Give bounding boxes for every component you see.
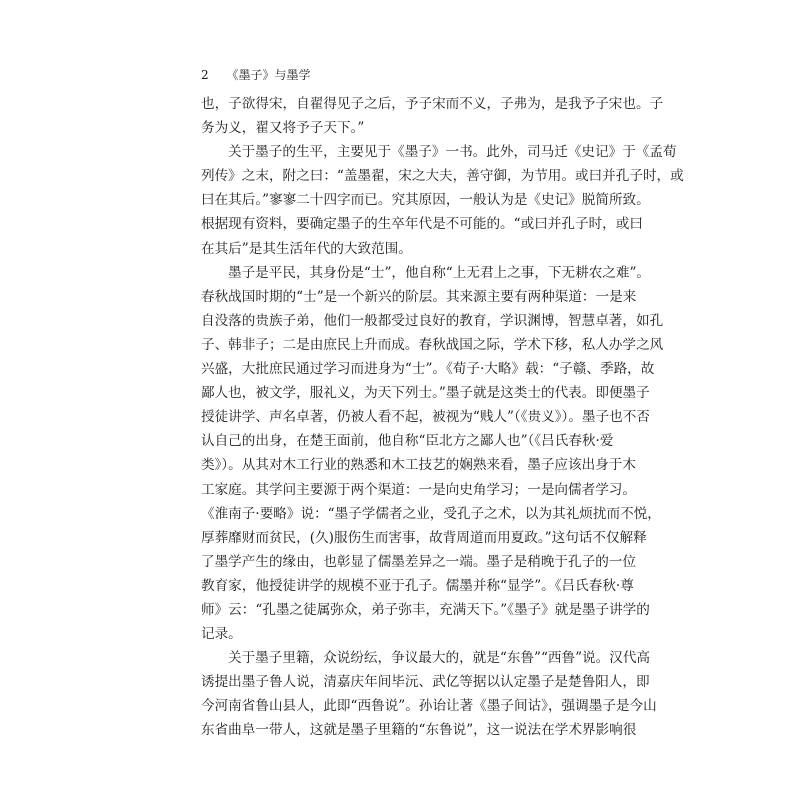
text-line: 类》）。从其对木工行业的熟悉和木工技艺的娴熟来看，墨子应该出身于木: [201, 457, 636, 474]
text-line: 也，子欲得宋，自翟得见子之后，予子宋而不义，子弗为，是我予子宋也。子: [201, 96, 664, 112]
page-number: 2: [201, 68, 209, 82]
text-line: 今河南省鲁山县人，此即“西鲁说”。孙诒让著《墨子间诂》，强调墨子是今山: [201, 698, 657, 715]
text-line: 务为义，翟又将予子天下。”: [201, 120, 365, 137]
text-line: 厚葬靡财而贫民，(久)服伤生而害事，故背周道而用夏政。”这句话不仅解释: [201, 529, 647, 546]
text-line: 兴盛，大批庶民通过学习而进身为“士”。《荀子·大略》载：“子赣、季路，故: [201, 361, 655, 378]
text-line: 鄙人也，被文学，服礼义，为天下列士。”墨子就是这类士的代表。即便墨子: [201, 385, 650, 402]
text-line: 记录。: [201, 626, 242, 643]
text-line: 《淮南子·要略》说：“墨子学儒者之业，受孔子之术，以为其礼烦扰而不悦，: [201, 505, 661, 522]
text-line: 教育家，他授徒讲学的规模不亚于孔子。儒墨并称“显学”。《吕氏春秋·尊: [201, 577, 634, 594]
text-line: 根据现有资料，要确定墨子的生卒年代是不可能的。“或曰并孔子时，或曰: [201, 216, 643, 233]
text-line: 授徒讲学、声名卓著，仍被人看不起，被视为“贱人”（《贵义》）。墨子也不否: [201, 409, 650, 426]
text-line: 工家庭。其学问主要源于两个渠道：一是向史角学习；一是向儒者学习。: [201, 481, 636, 498]
text-line: 春秋战国时期的“士”是一个新兴的阶层。其来源主要有两种渠道：一是来: [201, 288, 637, 305]
text-line: 关于墨子的生平，主要见于《墨子》一书。此外，司马迁《史记》于《孟荀: [228, 144, 677, 161]
text-line: 认自己的出身，在楚王面前，他自称“臣北方之鄙人也”（《吕氏春秋·爱: [201, 433, 614, 450]
text-line: 关于墨子里籍，众说纷纭，争议最大的，就是“东鲁”“西鲁”说。汉代高: [228, 650, 651, 667]
text-line: 自没落的贵族子弟，他们一般都受过良好的教育，学识渊博，智慧卓著，如孔: [201, 312, 664, 329]
text-line: 东省曲阜一带人，这就是墨子里籍的“东鲁说”，这一说法在学术界影响很: [201, 722, 637, 739]
text-line: 子、韩非子；二是由庶民上升而成。春秋战国之际，学术下移，私人办学之风: [201, 336, 664, 353]
text-line: 师》云：“孔墨之徒属弥众，弟子弥丰，充满天下。”《墨子》就是墨子讲学的: [201, 601, 650, 618]
running-header: [201, 66, 310, 83]
text-line: 了墨学产生的缘由，也彰显了儒墨差异之一端。墨子是稍晚于孔子的一位: [201, 553, 636, 570]
text-line: 列传》之末，附之曰：“盖墨翟，宋之大夫，善守御，为节用。或曰并孔子时，或: [201, 168, 684, 185]
text-line: 墨子是平民，其身份是“士”，他自称“上无君上之事，下无耕农之难”。: [228, 264, 651, 281]
text-line: 在其后”是其生活年代的大致范围。: [201, 240, 412, 257]
body-text: [201, 92, 684, 743]
text-line: 诱提出墨子鲁人说，清嘉庆年间毕沅、武亿等据以认定墨子是楚鲁阳人，即: [201, 674, 650, 691]
text-line: 曰在其后。”寥寥二十四字而已。究其原因，一般认为是《史记》脱简所致。: [201, 192, 650, 209]
running-title: 《墨子》与墨学: [226, 68, 311, 82]
